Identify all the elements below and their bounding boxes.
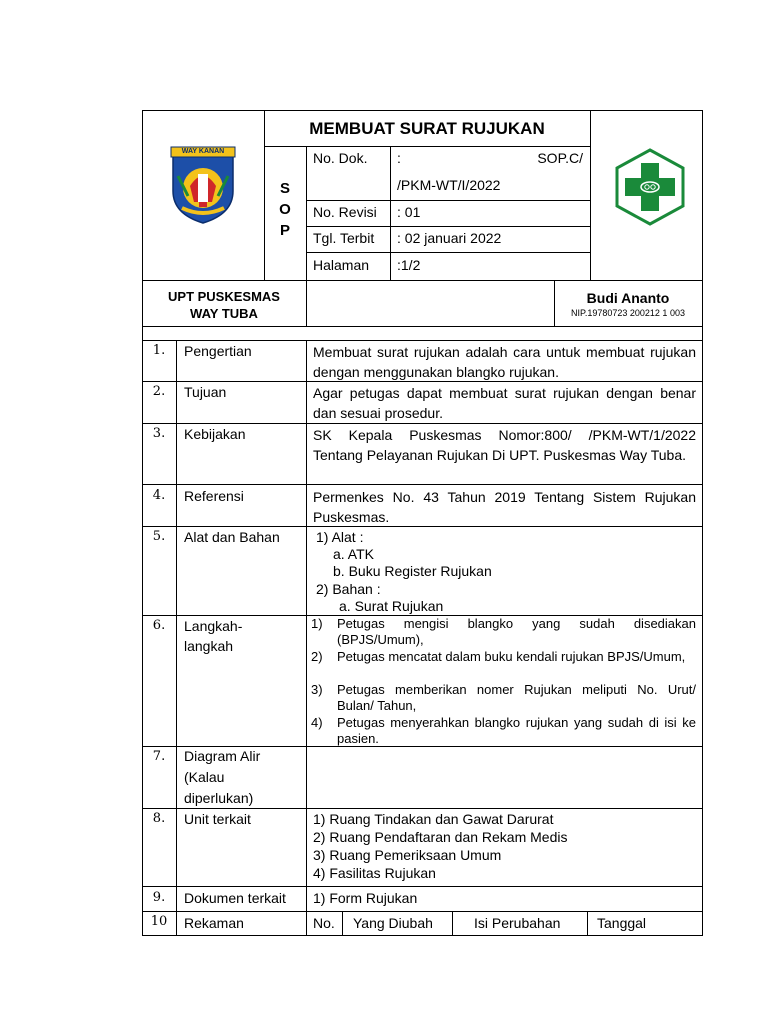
langkah-steps-list: [311, 616, 697, 748]
list-item: [311, 715, 697, 748]
line-dok: [306, 200, 590, 201]
rekaman-div-3: [587, 911, 588, 936]
row-line-2: [142, 423, 703, 424]
label-col-divider: [306, 340, 307, 936]
row-number: 3.: [152, 426, 166, 441]
org-name-line2: WAY TUBA: [190, 306, 258, 321]
header-mid-border: [142, 280, 703, 281]
no-dok-value-2: /PKM-WT/I/2022: [397, 177, 501, 193]
right-logo-divider: [590, 110, 591, 280]
row-number: 5.: [152, 529, 166, 544]
tgl-terbit-label: Tgl. Terbit: [313, 230, 375, 246]
bahan-heading: 2) Bahan :: [316, 581, 381, 597]
row-text-pengertian: Membuat surat rujukan adalah cara untuk membuat rujukan dengan menggunakan blangko rujukan.: [313, 344, 696, 380]
label-divider: [390, 146, 391, 280]
row-number: 9.: [152, 890, 166, 905]
row-text-tujuan: Agar petugas dapat membuat surat rujukan dengan benar dan sesuai prosedur.: [313, 385, 696, 421]
no-dok-value-1: SOP.C/: [537, 150, 583, 166]
signer-name: Budi Ananto: [586, 290, 670, 306]
no-revisi-value: : 01: [397, 204, 421, 220]
list-item: 4) Fasilitas Rujukan: [313, 865, 436, 881]
title-bottom-border: [264, 146, 590, 147]
rekaman-col-tanggal: Tanggal: [597, 915, 647, 931]
org-name-line1: UPT PUSKESMAS: [168, 289, 280, 304]
step-number: 2): [311, 649, 323, 664]
alat-heading: 1) Alat :: [316, 529, 364, 545]
list-item: 1) Ruang Tindakan dan Gawat Darurat: [313, 811, 554, 827]
row-text-kebijakan: SK Kepala Puskesmas Nomor:800/ /PKM-WT/1/2022 Tentang Pelayanan Rujukan Di UPT. Puskesmas Way Tuba.: [313, 427, 696, 463]
row-label-diagram-3: diperlukan): [184, 790, 254, 806]
row-number: 8.: [152, 811, 166, 826]
row-number: 1.: [152, 343, 166, 358]
bahan-item-a: a. Surat Rujukan: [339, 598, 444, 614]
row-line-3: [142, 484, 703, 485]
row-number: 2.: [152, 384, 166, 399]
step-number: 3): [311, 682, 323, 697]
list-item: [311, 649, 697, 682]
way-kanan-logo: [168, 146, 238, 224]
step-number: 4): [311, 715, 323, 730]
list-item: [311, 616, 697, 649]
row-number: 4.: [152, 488, 166, 503]
row-label-rekaman: Rekaman: [184, 915, 244, 931]
rekaman-div-2: [452, 911, 453, 936]
row-line-8: [142, 886, 703, 887]
row-label-diagram-2: (Kalau: [184, 769, 225, 785]
row-label-pengertian: Pengertian: [184, 343, 252, 359]
list-item: 3) Ruang Pemeriksaan Umum: [313, 847, 502, 863]
row-label-kebijakan: Kebijakan: [184, 426, 246, 442]
header-top-border: [142, 110, 703, 111]
step-text: Petugas mencatat dalam buku kendali rujukan BPJS/Umum,: [337, 649, 686, 664]
page-title: MEMBUAT SURAT RUJUKAN: [309, 119, 545, 138]
rekaman-col-diubah: Yang Diubah: [353, 915, 433, 931]
no-revisi-label: No. Revisi: [313, 204, 377, 220]
row-line-7: [142, 808, 703, 809]
signer-nip: NIP.19780723 200212 1 003: [571, 308, 685, 318]
alat-item-b: b. Buku Register Rujukan: [333, 563, 492, 579]
no-dok-label: No. Dok.: [313, 150, 368, 166]
no-dok-colon: :: [397, 150, 401, 166]
row-label-tujuan: Tujuan: [184, 384, 227, 400]
step-number: 1): [311, 616, 323, 631]
row-label-dokumen-terkait: Dokumen terkait: [184, 890, 286, 906]
step-text: Petugas memberikan nomer Rujukan meliputi No. Urut/ Bulan/ Tahun,: [337, 682, 696, 713]
row-line-9: [142, 911, 703, 912]
row-text-referensi: Permenkes No. 43 Tahun 2019 Tentang Sistem Rujukan Puskesmas.: [313, 489, 696, 525]
sop-divider: [306, 146, 307, 326]
row-label-referensi: Referensi: [184, 488, 244, 504]
line-revisi: [306, 226, 590, 227]
list-item: [311, 682, 697, 715]
alat-item-a: a. ATK: [333, 546, 374, 562]
row-label-diagram-1: Diagram Alir: [184, 748, 261, 764]
dokumen-terkait-text: 1) Form Rujukan: [313, 890, 418, 906]
rekaman-col-no: No.: [313, 915, 335, 931]
line-terbit: [306, 252, 590, 253]
step-text: Petugas mengisi blangko yang sudah disediakan (BPJS/Umum),: [337, 616, 696, 647]
row-label-langkah-2: langkah: [184, 638, 234, 654]
row-number: 7.: [152, 749, 166, 764]
sop-letter-s: S: [279, 180, 290, 197]
logo-caption: WAY KANAN: [181, 148, 225, 155]
row-label-langkah-1: Langkah-: [184, 618, 243, 634]
header-bottom-border: [142, 326, 703, 327]
sop-letter-p: P: [279, 222, 290, 239]
puskesmas-logo: [610, 147, 690, 227]
rekaman-div-1: [342, 911, 343, 936]
rekaman-col-isi: Isi Perubahan: [474, 915, 561, 931]
step-text: Petugas menyerahkan blangko rujukan yang sudah di isi ke pasien.: [337, 715, 696, 746]
sop-letter-o: O: [279, 201, 291, 218]
body-top-border: [142, 340, 703, 341]
halaman-value: :1/2: [397, 257, 421, 273]
row-label-alat-bahan: Alat dan Bahan: [184, 529, 280, 545]
row-number: 6.: [152, 618, 166, 633]
halaman-label: Halaman: [313, 257, 370, 273]
right-border: [702, 110, 703, 936]
num-col-divider: [176, 340, 177, 936]
tgl-terbit-value: : 02 januari 2022: [397, 230, 502, 246]
row-number: 10: [150, 914, 168, 929]
list-item: 2) Ruang Pendaftaran dan Rekam Medis: [313, 829, 568, 845]
body-bottom-border: [142, 935, 703, 936]
row-label-unit-terkait: Unit terkait: [184, 811, 251, 827]
